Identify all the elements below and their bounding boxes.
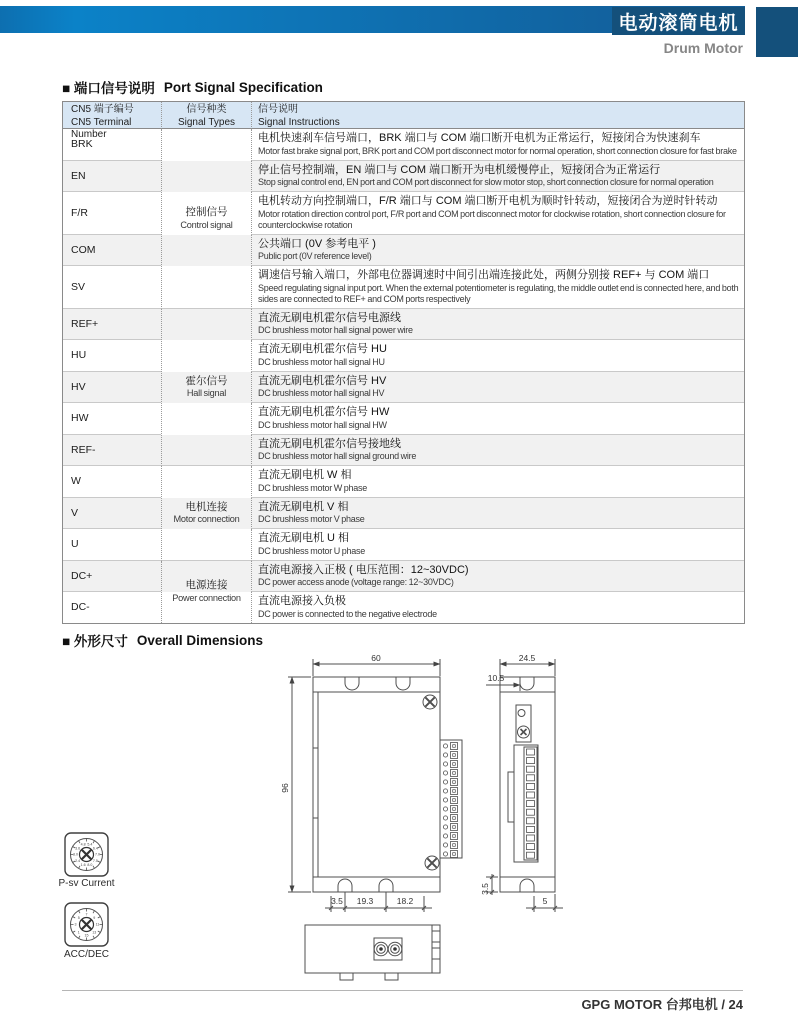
description-cell	[251, 235, 744, 267]
dial-tick: 7	[85, 912, 88, 917]
terminal-cell-w: W	[63, 466, 161, 498]
dial-tick: 13	[92, 930, 97, 935]
description-cell	[251, 129, 744, 161]
terminal-cell-hu: HU	[63, 340, 161, 372]
description-en: DC brushless motor hall signal power wire	[258, 325, 413, 335]
terminal-cell-sv: SV	[63, 266, 161, 309]
column-header-terminal	[63, 102, 161, 140]
description-cell	[251, 592, 744, 623]
footer-divider	[62, 990, 743, 991]
description-cell	[251, 529, 744, 561]
side-view	[486, 659, 563, 912]
terminal-cell-brk: BRK	[63, 129, 161, 161]
dial-tick: 3.6	[75, 846, 81, 851]
description-cn: 电机转动方向控制端口，F/R 端口与 COM 端口断开电机为顺时针转动，短接闭合为逆时针转动	[258, 195, 718, 207]
dim-front-b1: 3.5	[331, 896, 343, 906]
description-cn: 直流无刷电机霍尔信号 HV	[258, 374, 387, 387]
description-en: Motor rotation direction control port, F/R port and COM port disconnect motor for clockwise rotation, short connection closure for counterclockwise rotation	[258, 208, 726, 230]
terminal-cell-hv: HV	[63, 372, 161, 404]
page-title-box	[612, 7, 745, 35]
dial-tick: 15	[84, 933, 89, 938]
description-en: DC brushless motor U phase	[258, 545, 366, 556]
description-en: Speed regulating signal input port. When the external potentiometer is regulating, the middle outlet end is connected here, and both sides are connected to REF+ and COM ports respectively	[258, 282, 739, 304]
section-title-port-en: Port Signal Specification	[163, 79, 323, 95]
overall-dimensions-drawing	[40, 648, 760, 993]
description-cn: 直流无刷电机霍尔信号 HW	[258, 406, 390, 418]
column-header-type-cn: 信号种类	[186, 104, 227, 115]
dim-front-b2: 19.3	[356, 896, 374, 906]
terminal-cell-en: EN	[63, 161, 161, 193]
dim-front-width: 60	[371, 653, 381, 663]
description-cn: 直流无刷电机霍尔信号电源线	[258, 311, 401, 324]
dial-tick: 4.8	[80, 842, 86, 847]
dim-side-notch: 10.5	[487, 673, 505, 683]
description-cell	[251, 466, 744, 498]
corner-accent	[756, 7, 798, 57]
group-label-cn: 电机连接	[185, 500, 228, 513]
dim-side-width: 24.5	[518, 653, 536, 663]
section-title-port	[62, 77, 323, 97]
terminal-cell-v: V	[63, 498, 161, 530]
dial-tick: 2.4	[75, 859, 81, 864]
signal-group-power	[161, 561, 251, 623]
description-en: DC power access anode (voltage range: 12~30VDC)	[258, 577, 454, 587]
group-label-cn: 电源连接	[185, 579, 228, 592]
dial2-label: ACC/DEC	[63, 949, 110, 960]
description-cell	[251, 266, 744, 309]
terminal-cell-com: COM	[63, 235, 161, 267]
column-header-type-en: Signal Types	[177, 116, 236, 128]
terminal-cell-dcminus: DC-	[71, 601, 90, 614]
column-header-instructions-en: Signal Instructions	[258, 116, 340, 128]
signal-group-hall	[161, 309, 251, 467]
description-cn: 直流无刷电机 U 相	[258, 532, 350, 544]
dial-tick: 9	[93, 916, 96, 920]
description-en: Stop signal control end, EN port and COM port disconnect for slow motor stop, short connection closure for normal operation	[258, 177, 714, 187]
description-cell	[251, 340, 744, 372]
description-en: DC brushless motor W phase	[258, 482, 368, 493]
dim-side-b1: 3.5	[480, 883, 490, 895]
description-cn: 直流无刷电机霍尔信号接地线	[258, 437, 401, 450]
terminal-block-icon	[440, 740, 462, 858]
section-title-port-cn: ■ 端口信号说明	[62, 81, 155, 96]
signal-group-control	[161, 129, 251, 309]
dial-tick: 7.5	[92, 859, 98, 864]
terminal-cell-fr: F/R	[63, 192, 161, 235]
page-title: 电动滚筒电机	[618, 12, 739, 34]
column-header-type	[161, 102, 251, 129]
terminal-cell-u: U	[63, 529, 161, 561]
description-en: Public port (0V reference level)	[258, 251, 372, 261]
footer-page-info: GPG MOTOR 台邦电机 / 24	[581, 997, 743, 1012]
dial-tick: 3.0	[73, 852, 78, 857]
column-header-terminal-cn: CN5 端子编号	[71, 104, 134, 115]
description-en: DC brushless motor hall signal ground wire	[258, 451, 417, 461]
dim-side-b2: 5	[542, 896, 548, 906]
description-en: DC brushless motor hall signal HW	[258, 419, 387, 430]
terminal-cell-refminus: REF-	[63, 435, 161, 467]
terminal-cell-hw: HW	[63, 403, 161, 435]
dial-tick: 7.0	[95, 852, 100, 857]
description-cell	[251, 192, 744, 235]
group-label-en: Control signal	[180, 219, 233, 230]
description-cn: 公共端口 (0V 参考电平 )	[258, 237, 376, 250]
description-cell	[251, 372, 744, 404]
description-cell	[251, 403, 744, 435]
description-en: DC brushless motor hall signal HV	[258, 388, 385, 398]
dim-front-height: 96	[280, 783, 290, 793]
group-label-en: Hall signal	[186, 388, 227, 398]
dial-tick: 8.0	[87, 863, 93, 868]
description-cn: 停止信号控制端，EN 端口与 COM 端口断开为电机缓慢停止，短接闭合为正常运行	[258, 163, 661, 176]
description-cn: 直流无刷电机霍尔信号 HU	[258, 343, 387, 355]
dial-tick: 5	[77, 916, 80, 920]
description-en: Motor fast brake signal port, BRK port and COM port disconnect motor for normal operation, short connection closure for fast brake	[258, 145, 737, 156]
group-label-en: Motor connection	[173, 514, 240, 524]
front-view	[288, 659, 462, 912]
description-cn: 直流电源接入正极 ( 电压范围：12~30VDC)	[258, 563, 469, 576]
group-label-cn: 霍尔信号	[185, 374, 228, 387]
description-cn: 电机快速刹车信号端口，BRK 端口与 COM 端口断开电机为正常运行，短接闭合为快速刹车	[258, 132, 701, 144]
section-title-dimensions	[62, 630, 263, 650]
dial-tick: 1.6	[80, 863, 86, 868]
description-en: DC brushless motor hall signal HU	[258, 356, 385, 367]
dial-tick: 5.4	[87, 842, 93, 847]
bottom-view	[305, 925, 440, 980]
dial-tick: 11	[95, 922, 100, 927]
description-cn: 直流无刷电机 V 相	[258, 500, 349, 513]
column-header-instructions	[251, 102, 744, 129]
group-label-en: Power connection	[172, 592, 241, 603]
description-cell	[251, 309, 744, 341]
description-cell	[251, 435, 744, 467]
description-en: DC brushless motor V phase	[258, 514, 365, 524]
description-cell	[251, 498, 744, 530]
terminal-cell-dcplus: DC+	[63, 561, 161, 593]
description-cn: 直流无刷电机 W 相	[258, 469, 352, 481]
page-subtitle: Drum Motor	[663, 40, 743, 56]
description-cell	[251, 561, 744, 593]
column-header-instructions-cn: 信号说明	[258, 104, 298, 115]
description-cell	[251, 161, 744, 193]
column-header-terminal-en: CN5 Terminal Number	[71, 116, 132, 140]
dial1-label: P-sv Current	[58, 878, 115, 889]
spec-table	[62, 101, 745, 624]
dial-tick: 1	[77, 930, 80, 935]
signal-group-motor	[161, 466, 251, 561]
description-cn: 调速信号输入端口，外部电位器调速时中间引出端连接此处，两侧分别接 REF+ 与 COM 端口	[258, 269, 710, 281]
terminal-cell-refplus: REF+	[63, 309, 161, 341]
description-cn: 直流电源接入负极	[258, 595, 346, 607]
dial-tick: 3	[74, 922, 77, 927]
section-title-dims-en: Overall Dimensions	[136, 632, 263, 648]
dim-front-b3: 18.2	[396, 896, 414, 906]
dial-tick: 6.4	[92, 846, 98, 851]
section-title-dims-cn: ■ 外形尺寸	[62, 634, 128, 649]
description-en: DC power is connected to the negative electrode	[258, 608, 437, 619]
group-label-cn: 控制信号	[185, 206, 228, 218]
